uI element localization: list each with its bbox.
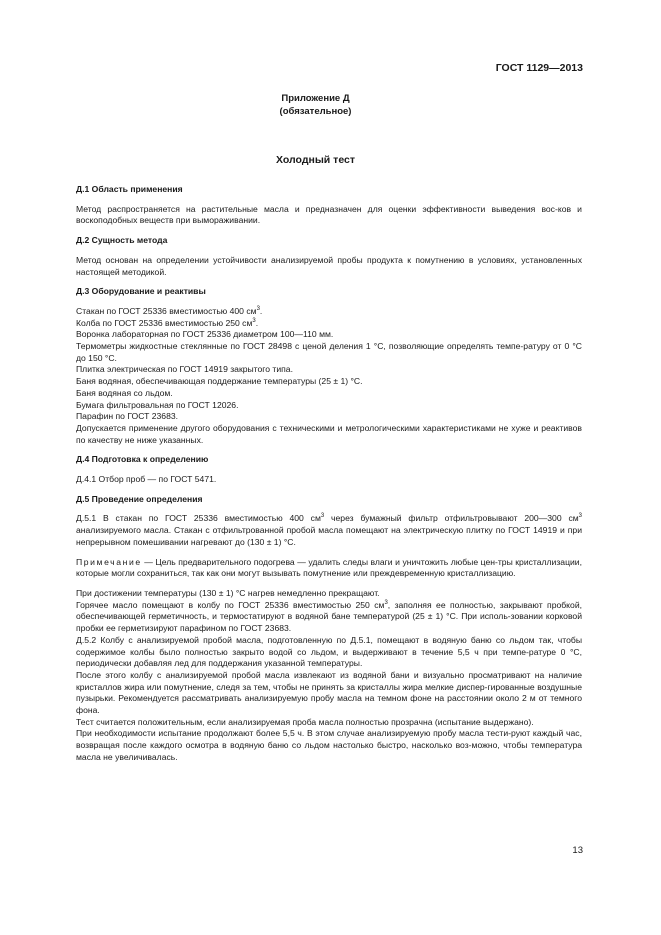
- equipment-item-thermometers: Термометры жидкостные стеклянные по ГОСТ 28498 с ценой деления 1 °С, позволяющие определять темпе-ратуру от 0 °С до 150 °С.: [76, 341, 582, 363]
- page-title: Холодный тест: [276, 154, 355, 166]
- section-heading-d4: Д.4 Подготовка к определению: [76, 454, 209, 465]
- page-number: 13: [572, 845, 583, 856]
- standard-number: ГОСТ 1129—2013: [495, 62, 583, 74]
- equipment-item-filter-paper: Бумага фильтровальная по ГОСТ 12026.: [76, 399, 239, 410]
- equipment-item-funnel: Воронка лабораторная по ГОСТ 25336 диаметром 100—110 мм.: [76, 329, 334, 340]
- appendix-status: (обязательное): [279, 106, 352, 117]
- section-heading-d3: Д.3 Оборудование и реактивы: [76, 286, 206, 297]
- paragraph-d5-heat-stop: При достижении температуры (130 ± 1) °С нагрев немедленно прекращают.: [76, 587, 380, 598]
- equipment-item-ice-bath: Баня водяная со льдом.: [76, 387, 173, 398]
- paragraph-d5-2: Д.5.2 Колбу с анализируемой пробой масла, подготовленную по Д.5.1, помещают в водяную баню со льдом так, чтобы содержимое колбы было полностью закрыто водой со льдом, и выдерживают в течение 5,5 ч при темпе-ратуре 0 °С, периодически добавляя лед для поддержания указанной температуры.: [76, 634, 582, 669]
- section-heading-d1: Д.1 Область применения: [76, 184, 183, 194]
- appendix-label: Приложение Д: [281, 93, 350, 104]
- equipment-item-beaker: Стакан по ГОСТ 25336 вместимостью 400 $см^3$.: [76, 305, 263, 316]
- equipment-item-flask: Колба по ГОСТ 25336 вместимостью 250 $см^3$.: [76, 317, 259, 328]
- equipment-item-paraffin: Парафин по ГОСТ 23683.: [76, 411, 179, 422]
- paragraph-d5-inspection: После этого колбу с анализируемой пробой масла извлекают из водяной бани и визуально просматривают на наличие кристаллов жира или помутнение, следя за тем, чтобы не принять за кристаллы жира мелкие диспер-гированные воздушные пузырьки. Рекомендуется рассматривать анализируемую пробу масла на темном фоне на расстоянии около 2 м от темного фона.: [76, 669, 582, 716]
- equipment-note: Допускается применение другого оборудования с техническими и метрологическими характеристиками не хуже и реактивов по качеству не ниже указанных.: [76, 422, 582, 445]
- note-label: Примечание: [76, 556, 142, 567]
- paragraph-d5-1: Д.5.1 В стакан по ГОСТ 25336 вместимостью 400 $см^3$ через бумажный фильтр отфильтровывают 200—300 $см^3$ анализируемого масла. Стакан с отфильтрованной пробой масла помещают на электрическую плитку по ГОСТ 14919 и при непрерывном помешивании нагревают до (130 ± 1) °С.: [76, 513, 582, 547]
- equipment-item-hotplate: Плитка электрическая по ГОСТ 14919 закрытого типа.: [76, 364, 293, 375]
- paragraph-d5-flask: Горячее масло помещают в колбу по ГОСТ 25336 вместимостью 250 $см^3$, заполняя ее полностью, закрывают пробкой, обеспечивающей герметичность, и термостатируют в водяной бане температурой (25 ± 1) °С. При исполь-зовании корковой пробки ее герметизируют парафином по ГОСТ 23683.: [76, 599, 583, 634]
- note-paragraph: Примечание — Цель предварительного подогрева — удалить следы влаги и уничтожить любые цен-тры кристаллизации, которые могли сохраниться, так как они могут вызывать помутнение или преждевременную кристаллизацию.: [76, 556, 582, 579]
- paragraph-d5-result: Тест считается положительным, если анализируемая проба масла полностью прозрачна (испытание выдержано).: [76, 716, 534, 727]
- document-body: [76, 184, 582, 764]
- paragraph-d4-1: Д.4.1 Отбор проб — по ГОСТ 5471.: [76, 474, 217, 485]
- paragraph-d5-extended: При необходимости испытание продолжают более 5,5 ч. В этом случае анализируемую пробу масла тести-руют каждый час, возвращая после каждого осмотра в водяную баню со льдом настолько быстро, насколько воз-можно, чтобы температура масла не увеличивалась.: [76, 728, 582, 762]
- paragraph-d2: Метод основан на определении устойчивости анализируемой пробы продукта к помутнению в условиях, установленных настоящей методикой.: [76, 254, 582, 277]
- equipment-item-water-bath: Баня водяная, обеспечивающая поддержание температуры (25 ± 1) °С.: [76, 376, 363, 387]
- section-heading-d2: Д.2 Сущность метода: [76, 235, 168, 246]
- paragraph-d1: Метод распространяется на растительные масла и предназначен для оценки эффективности выведения вос-ков и воскоподобных веществ при вымораживании.: [76, 203, 582, 226]
- section-heading-d5: Д.5 Проведение определения: [76, 493, 203, 504]
